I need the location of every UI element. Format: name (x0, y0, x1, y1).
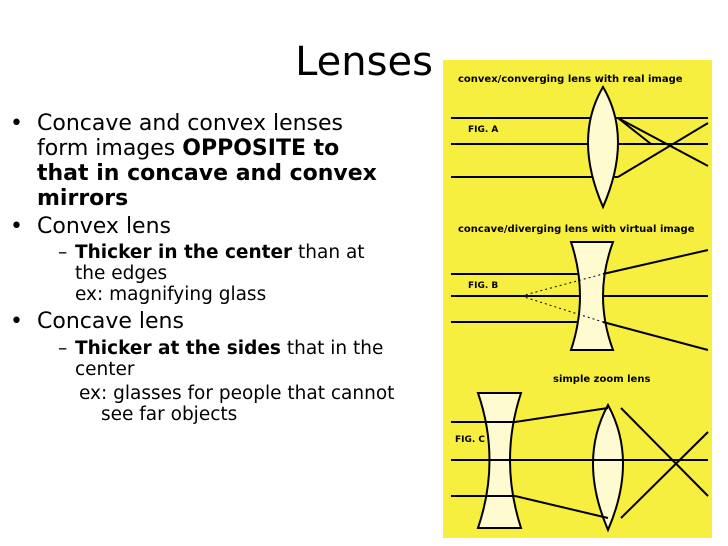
sub-bullet-example: ex: magnifying glass (75, 284, 267, 305)
ray-line (618, 118, 651, 144)
bullet-list (10, 111, 450, 425)
ray-line (515, 496, 608, 518)
sub-bullet-example (10, 383, 450, 425)
ray-line (515, 408, 608, 422)
panel-caption: simple zoom lens (553, 374, 651, 385)
sub-bullet-item (10, 338, 415, 380)
example-line: ex: glasses for people that cannot (79, 383, 395, 404)
bullet-text: Concave lens (37, 309, 184, 334)
example-line: see far objects (101, 404, 238, 425)
bullet-text: Concave and convex lenses form images (37, 111, 344, 161)
bullet-text-bold: OPPOSITE to that in concave and convex mirrors (37, 136, 377, 211)
lens-diagram-figure (443, 60, 712, 538)
ray-line (621, 408, 708, 496)
sub-bullet-text: that in the center (75, 338, 384, 380)
ray-line (603, 322, 708, 350)
panel-caption: concave/diverging lens with virtual image (458, 224, 695, 235)
convex-lens-a (588, 87, 618, 207)
panel-label: FIG. B (468, 281, 499, 291)
bullet-dot-icon: • (10, 309, 23, 334)
ray-line (618, 123, 708, 177)
panel-caption: convex/converging lens with real image (458, 74, 683, 85)
bullet-item (10, 111, 397, 211)
bullet-dot-icon: • (10, 111, 23, 136)
panel-label: FIG. A (468, 125, 499, 135)
dash-icon: – (58, 242, 68, 263)
sub-bullet-text: than at the edges (75, 242, 365, 284)
panel-label: FIG. C (455, 435, 486, 445)
ray-line (618, 118, 708, 166)
ray-line (603, 250, 708, 274)
sub-bullet-item (10, 242, 375, 305)
sub-bullet-bold: Thicker at the sides (75, 338, 281, 359)
convex-lens-c (593, 405, 623, 530)
lens-diagram (443, 60, 712, 538)
bullet-item (10, 309, 450, 334)
bullet-dot-icon: • (10, 214, 23, 239)
ray-line (621, 432, 708, 518)
dash-icon: – (58, 338, 68, 359)
slide-title: Lenses (295, 39, 433, 85)
bullet-item (10, 214, 450, 239)
bullet-text: Convex lens (37, 214, 171, 239)
sub-bullet-bold: Thicker in the center (75, 242, 293, 263)
